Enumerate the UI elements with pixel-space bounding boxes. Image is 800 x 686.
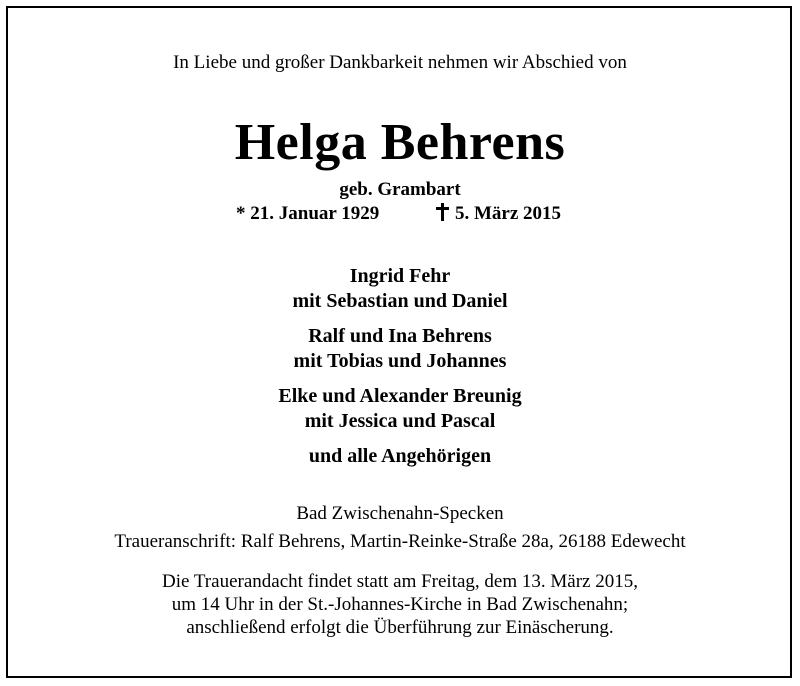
deceased-name: Helga Behrens: [234, 114, 566, 171]
latin-cross-icon: [436, 203, 450, 221]
death-date-group: [436, 203, 561, 225]
birth-date: * 21. Januar 1929: [236, 203, 380, 224]
family-line: mit Tobias und Johannes: [293, 350, 507, 372]
family-line: mit Sebastian und Daniel: [292, 290, 508, 312]
service-line: Die Trauerandacht findet statt am Freitag, dem 13. März 2015,: [162, 571, 638, 592]
service-line: um 14 Uhr in der St.-Johannes-Kirche in Bad Zwischenahn;: [171, 594, 629, 615]
maiden-name: geb. Grambart: [339, 179, 461, 200]
family-closing: und alle Angehörigen: [308, 445, 492, 467]
family-line: mit Jessica und Pascal: [304, 410, 496, 432]
death-date: 5. März 2015: [455, 203, 562, 224]
mourning-address: Traueranschrift: Ralf Behrens, Martin-Reinke-Straße 28a, 26188 Edewecht: [114, 531, 686, 552]
location: Bad Zwischenahn-Specken: [296, 503, 504, 524]
family-line: Elke und Alexander Breunig: [278, 385, 522, 407]
service-line: anschließend erfolgt die Überführung zur Einäscherung.: [186, 617, 614, 638]
family-line: Ralf und Ina Behrens: [308, 325, 492, 347]
intro-line: In Liebe und großer Dankbarkeit nehmen wir Abschied von: [173, 52, 627, 73]
family-line: Ingrid Fehr: [349, 265, 451, 287]
service-info: [0, 570, 800, 639]
